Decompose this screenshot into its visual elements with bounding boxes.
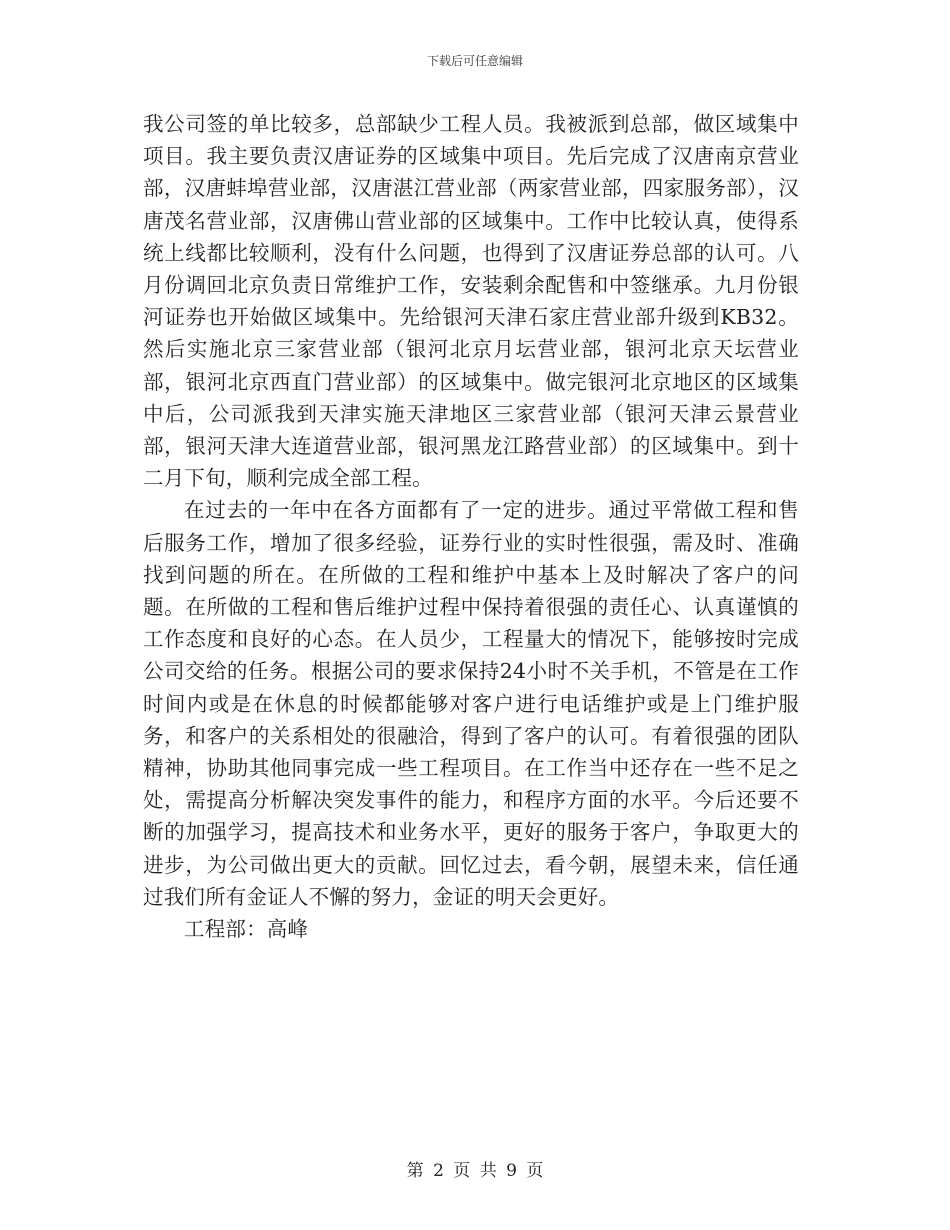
signature-line: 工程部：高峰 bbox=[184, 917, 309, 942]
page-number-footer: 第 2 页 共 9 页 bbox=[406, 1161, 544, 1181]
paragraph-project-history: 我公司签的单比较多，总部缺少工程人员。我被派到总部，做区域集中项目。我主要负责汉唐证券的区域集中项目。先后完成了汉唐南京营业部，汉唐蚌埠营业部，汉唐湛江营业部（两家营业部，四家服务部），汉唐茂名营业部，汉唐佛山营业部的区域集中。工作中比较认真，使得系统上线都比较顺利，没有什么问题，也得到了汉唐证券总部的认可。八月份调回北京负责日常维护工作，安装剩余配售和中签继承。九月份银河证券也开始做区域集中。先给银河天津石家庄营业部升级到KB32。然后实施北京三家营业部（银河北京月坛营业部，银河北京天坛营业部，银河北京西直门营业部）的区域集中。做完银河北京地区的区域集中后，公司派我到天津实施天津地区三家营业部（银河天津云景营业部，银河天津大连道营业部，银河黑龙江路营业部）的区域集中。到十二月下旬，顺利完成全部工程。 bbox=[143, 112, 799, 491]
document-body bbox=[143, 108, 799, 945]
paragraph-summary: 在过去的一年中在各方面都有了一定的进步。通过平常做工程和售后服务工作，增加了很多经验，证券行业的实时性很强，需及时、准确找到问题的所在。在所做的工程和维护中基本上及时解决了客户的问题。在所做的工程和售后维护过程中保持着很强的责任心、认真谨慎的工作态度和良好的心态。在人员少，工程量大的情况下，能够按时完成公司交给的任务。根据公司的要求保持24小时不关手机，不管是在工作时间内或是在休息的时候都能够对客户进行电话维护或是上门维护服务，和客户的关系相处的很融洽，得到了客户的认可。有着很强的团队精神，协助其他同事完成一些工程项目。在工作当中还存在一些不足之处，需提高分析解决突发事件的能力，和程序方面的水平。今后还要不断的加强学习，提高技术和业务水平，更好的服务于客户，争取更大的进步，为公司做出更大的贡献。回忆过去，看今朝，展望未来，信任通过我们所有金证人不懈的努力，金证的明天会更好。 bbox=[143, 498, 799, 909]
page-header: 下载后可任意编辑 bbox=[426, 54, 523, 68]
